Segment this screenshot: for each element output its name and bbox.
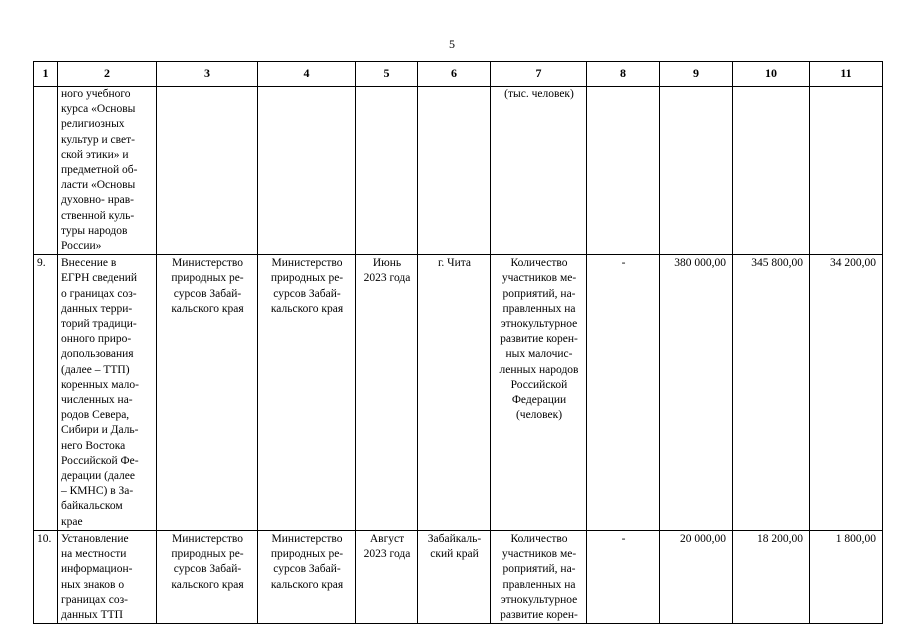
table-row [34, 255, 883, 531]
cell-text-line: культур и свет- [61, 133, 135, 146]
column-header: 3 [157, 62, 258, 87]
total-funding-cell [660, 87, 733, 255]
cell-text-line: кальского края [270, 302, 344, 315]
cell-text-line: этнокультурное [500, 593, 578, 606]
cell-text-line: информацион- [61, 563, 133, 576]
cell-text-line: (тыс. человек) [504, 88, 574, 100]
budget-table [33, 61, 883, 624]
cell-text-line: него Востока [61, 439, 126, 452]
cell-text: - [621, 257, 626, 270]
cell-text-line: численных на- [61, 394, 133, 407]
cell-text-line: Российской [510, 378, 568, 391]
location-cell [418, 87, 491, 255]
location-cell [418, 255, 491, 531]
cell-text-line: курса «Основы [61, 103, 136, 116]
cell-text-line: роприятий, на- [502, 287, 576, 300]
co-executor-cell [258, 87, 356, 255]
federal-funding-cell [733, 255, 810, 531]
cell-text: 18 200,00 [757, 532, 803, 545]
cell-text-line: кальского края [171, 302, 244, 315]
cell-text-line: кальского края [171, 578, 244, 591]
cell-text-line: ЕГРН сведений [61, 272, 138, 285]
regional-funding-cell [810, 255, 883, 531]
column-header: 8 [587, 62, 660, 87]
cell-text-line: Забайкаль- [427, 532, 482, 545]
cell-text-line: духовно- нрав- [61, 194, 134, 207]
cell-text-line: допользования [61, 348, 134, 361]
cell-text-line: правленных на [502, 302, 576, 315]
row-number-cell [34, 87, 58, 255]
cell-text-line: сурсов Забай- [173, 563, 242, 576]
location-cell [418, 530, 491, 623]
cell-text: - [621, 532, 626, 545]
cell-text-line: Министерство [172, 532, 243, 545]
cell-text-line: природных ре- [171, 548, 244, 561]
cell-text-line: правленных на [502, 578, 576, 591]
cell-text-line: Федерации [511, 394, 567, 407]
cell-text-line: данных терри- [61, 302, 133, 315]
cell-text: 1 800,00 [835, 532, 876, 545]
cell-text-line: Установление [61, 532, 129, 545]
cell-text-line: торий традици- [61, 318, 137, 331]
total-funding-cell [660, 530, 733, 623]
indicator-cell [491, 87, 587, 255]
cell-text-line: Сибири и Даль- [61, 424, 139, 437]
cell-text-line: ской этики» и [61, 148, 129, 161]
column-header: 10 [733, 62, 810, 87]
row-number-cell [34, 255, 58, 531]
cell-text-line: – КМНС) в За- [61, 485, 134, 498]
cell-text-line: Июнь [372, 257, 402, 270]
table-row [34, 530, 883, 623]
activity-name-cell [58, 530, 157, 623]
cell-text-line: Количество [510, 532, 568, 545]
cell-text-line: ласти «Основы [61, 179, 136, 192]
cell-text-line: сурсов Забай- [273, 563, 341, 576]
cell-text-line: о границах соз- [61, 287, 137, 300]
indicator-cell [491, 530, 587, 623]
table-row [34, 87, 883, 255]
column-header: 9 [660, 62, 733, 87]
column-header: 2 [58, 62, 157, 87]
cell-text-line: 10. [37, 532, 52, 545]
cell-text-line: 2023 года [363, 548, 411, 561]
cell-text-line: Министерство [271, 532, 343, 545]
cell-text-line: участников ме- [501, 272, 577, 285]
column-header: 11 [810, 62, 883, 87]
cell-text-line: Министерство [271, 257, 343, 270]
cell-text-line: (человек) [515, 409, 563, 422]
cell-text-line: ский край [430, 548, 479, 561]
page-number: 5 [449, 37, 455, 51]
cell-text-line: природных ре- [171, 272, 244, 285]
cell-text: 20 000,00 [680, 532, 726, 545]
cell-text-line: природных ре- [270, 548, 344, 561]
cell-text-line: роприятий, на- [502, 563, 576, 576]
column-header: 6 [418, 62, 491, 87]
cell-text-line: России» [61, 240, 102, 253]
cell-text-line: природных ре- [270, 272, 344, 285]
cell-text-line: кальского края [270, 578, 344, 591]
cell-text: 380 000,00 [674, 257, 726, 270]
responsible-executor-cell [157, 87, 258, 255]
cell-text-line: развитие корен- [500, 608, 578, 621]
cell-text-line: Российской Фе- [61, 454, 139, 467]
cell-text-line: Количество [510, 257, 568, 270]
cell-text-line: данных ТТП [61, 608, 123, 621]
table-header-row [34, 62, 883, 87]
cell-text-line: этнокультурное [500, 318, 578, 331]
activity-name-cell [58, 87, 157, 255]
deadline-cell [356, 530, 418, 623]
cell-text-line: туры народов [61, 224, 128, 237]
cell-text-line: (далее – ТТП) [61, 363, 130, 376]
column-header: 7 [491, 62, 587, 87]
co-executor-cell [258, 530, 356, 623]
responsible-executor-cell [157, 255, 258, 531]
cell-text-line: Министерство [172, 257, 243, 270]
cell-text-line: дерации (далее [61, 470, 135, 483]
cell-text-line: 9. [37, 257, 46, 270]
cell-text-line: Внесение в [61, 257, 117, 270]
federal-funding-cell [733, 530, 810, 623]
column-header: 5 [356, 62, 418, 87]
cell-text-line: крае [61, 515, 83, 528]
cell-text-line: г. Чита [437, 257, 472, 270]
column-header: 1 [34, 62, 58, 87]
cell-text-line: ственной куль- [61, 209, 135, 222]
cell-text-line: ленных народов [499, 363, 579, 376]
regional-funding-cell [810, 530, 883, 623]
cell-text-line: родов Севера, [61, 409, 130, 422]
cell-text-line: ных малочис- [505, 348, 573, 361]
cell-text-line: коренных мало- [61, 378, 139, 391]
cell-text-line: сурсов Забай- [273, 287, 341, 300]
cell-text-line: байкальском [61, 500, 123, 513]
column-header: 4 [258, 62, 356, 87]
co-executor-cell [258, 255, 356, 531]
activity-name-cell [58, 255, 157, 531]
indicator-cell [491, 255, 587, 531]
total-funding-cell [660, 255, 733, 531]
cell-text-line: религиозных [61, 118, 125, 131]
cell-text-line: Август [369, 532, 405, 545]
cell-text-line: границах соз- [61, 593, 128, 606]
cell-text-line: участников ме- [501, 548, 577, 561]
indicator-value-cell [587, 530, 660, 623]
cell-text-line: развитие корен- [500, 333, 578, 346]
responsible-executor-cell [157, 530, 258, 623]
cell-text: 34 200,00 [830, 257, 876, 270]
deadline-cell [356, 255, 418, 531]
regional-funding-cell [810, 87, 883, 255]
row-number-cell [34, 530, 58, 623]
cell-text-line: предметной об- [61, 164, 138, 177]
cell-text-line: ных знаков о [61, 578, 125, 591]
cell-text-line: онного приро- [61, 333, 132, 346]
cell-text: 345 800,00 [751, 257, 803, 270]
cell-text-line: ного учебного [61, 88, 131, 100]
cell-text-line: на местности [61, 548, 127, 561]
cell-text-line: 2023 года [363, 272, 411, 285]
indicator-value-cell [587, 87, 660, 255]
deadline-cell [356, 87, 418, 255]
indicator-value-cell [587, 255, 660, 531]
federal-funding-cell [733, 87, 810, 255]
cell-text-line: сурсов Забай- [173, 287, 242, 300]
